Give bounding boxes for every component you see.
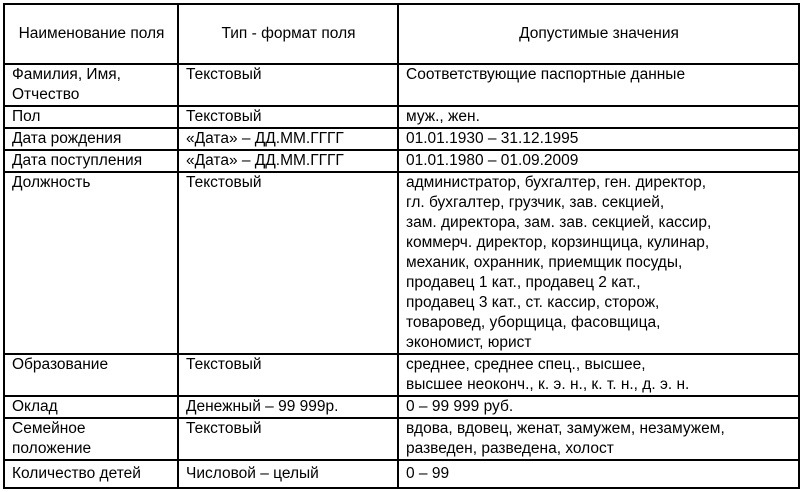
table-row [4, 396, 799, 418]
cell-allowed-values: муж., жен. [398, 106, 799, 128]
header-field-type: Тип - формат поля [178, 4, 398, 64]
header-row [4, 4, 799, 64]
table-row [4, 150, 799, 172]
cell-field-name: Оклад [4, 396, 178, 418]
cell-field-type: Текстовый [178, 354, 398, 396]
cell-allowed-values: Соответствующие паспортные данные [398, 64, 799, 106]
cell-field-type: «Дата» – ДД.ММ.ГГГГ [178, 128, 398, 150]
cell-field-name: Дата поступления [4, 150, 178, 172]
cell-field-type: Денежный – 99 999р. [178, 396, 398, 418]
table-row [4, 354, 799, 396]
cell-field-name: Пол [4, 106, 178, 128]
cell-field-name: Количество детей [4, 460, 178, 488]
cell-allowed-values: 0 – 99 999 руб. [398, 396, 799, 418]
table-row [4, 64, 799, 106]
cell-allowed-values: вдова, вдовец, женат, замужем, незамужем, разведен, разведена, холост [398, 418, 799, 460]
cell-field-name: Дата рождения [4, 128, 178, 150]
cell-field-type: Текстовый [178, 106, 398, 128]
header-allowed-values: Допустимые значения [398, 4, 799, 64]
cell-field-type: Текстовый [178, 64, 398, 106]
cell-field-type: «Дата» – ДД.ММ.ГГГГ [178, 150, 398, 172]
header-field-name: Наименование поля [4, 4, 178, 64]
cell-allowed-values: 0 – 99 [398, 460, 799, 488]
table-row [4, 172, 799, 354]
cell-field-name: Должность [4, 172, 178, 354]
cell-field-name: Семейное положение [4, 418, 178, 460]
cell-allowed-values: администратор, бухгалтер, ген. директор, гл. бухгалтер, грузчик, зав. секцией, зам. директора, зам. зав. секцией, кассир, коммерч. директор, корзинщица, кулинар, механик, охранник, приемщик посуды, продавец 1 кат., продавец 2 кат., продавец 3 кат., ст. кассир, сторож, товаровед, уборщица, фасовщица, экономист, юрист [398, 172, 799, 354]
table-row [4, 128, 799, 150]
cell-field-type: Числовой – целый [178, 460, 398, 488]
cell-allowed-values: среднее, среднее спец., высшее, высшее неоконч., к. э. н., к. т. н., д. э. н. [398, 354, 799, 396]
cell-field-name: Фамилия, Имя, Отчество [4, 64, 178, 106]
cell-field-name: Образование [4, 354, 178, 396]
field-spec-table [3, 3, 800, 489]
table-row [4, 106, 799, 128]
cell-field-type: Текстовый [178, 418, 398, 460]
cell-allowed-values: 01.01.1930 – 31.12.1995 [398, 128, 799, 150]
cell-allowed-values: 01.01.1980 – 01.09.2009 [398, 150, 799, 172]
table-row [4, 418, 799, 460]
table-row [4, 460, 799, 488]
cell-field-type: Текстовый [178, 172, 398, 354]
